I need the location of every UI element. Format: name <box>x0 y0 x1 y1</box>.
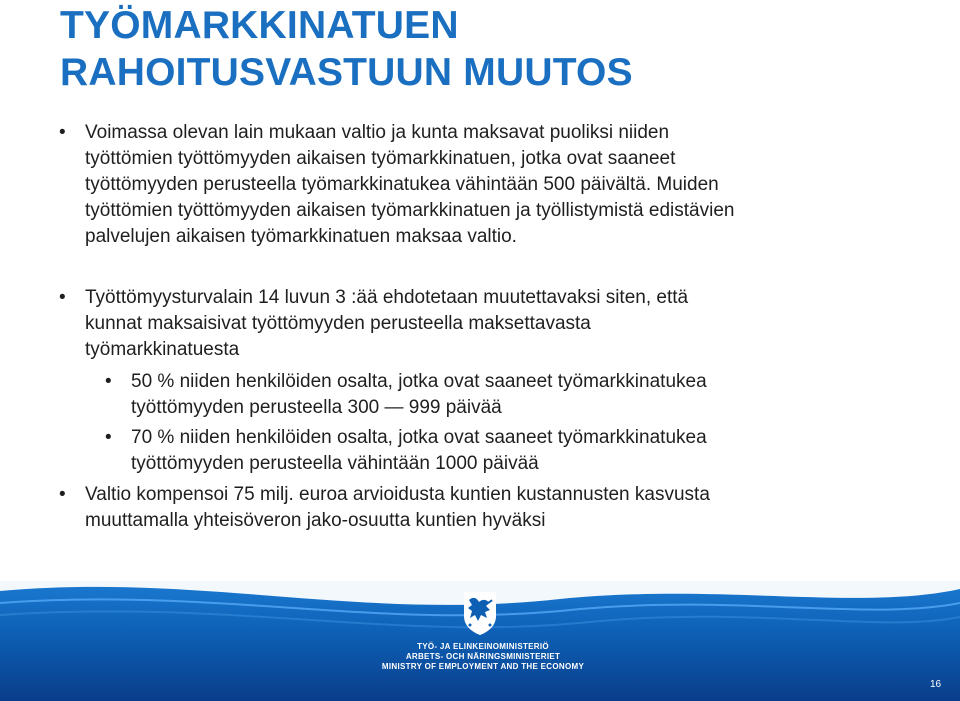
bullet-text-line: 70 % niiden henkilöiden osalta, jotka ovat saaneet työmarkkinatukea <box>131 427 707 448</box>
slide-title-line-2: RAHOITUSVASTUUN MUUTOS <box>60 51 633 94</box>
bullet-text-line: työmarkkinatuesta <box>85 339 240 360</box>
bullet-dot-icon: • <box>105 427 112 448</box>
bullet-dot-icon: • <box>105 371 112 392</box>
bullet-text-line: työttömyyden perusteella vähintään 1000 päivää <box>131 453 539 474</box>
sub-bullet-item <box>105 369 707 421</box>
bullet-text-line: palvelujen aikaisen työmarkkinatuen maksaa valtio. <box>85 226 517 247</box>
finnish-lion-crest-icon <box>460 588 500 636</box>
bullet-text-line: työttömien työttömyyden aikaisen työmarkkinatuen, jotka ovat saaneet <box>85 148 676 169</box>
ministry-name-swedish: ARBETS- OCH NÄRINGSMINISTERIET <box>405 652 561 661</box>
slide-title <box>60 2 633 96</box>
bullet-text-line: muuttamalla yhteisöveron jako-osuutta kuntien hyväksi <box>85 510 546 531</box>
bullet-text-line: työttömien työttömyyden aikaisen työmarkkinatuen ja työllistymistä edistävien <box>85 200 735 221</box>
bullet-text-line: työttömyyden perusteella 300 — 999 päivää <box>131 397 502 418</box>
sub-bullet-item <box>105 425 707 477</box>
page-number: 16 <box>930 679 942 690</box>
bullet-item <box>59 285 689 363</box>
bullet-text-line: 50 % niiden henkilöiden osalta, jotka ovat saaneet työmarkkinatukea <box>131 371 707 392</box>
ministry-name-finnish: TYÖ- JA ELINKEINOMINISTERIÖ <box>417 642 549 651</box>
bullet-text-line: Valtio kompensoi 75 milj. euroa arvioidusta kuntien kustannusten kasvusta <box>85 484 710 505</box>
bullet-item <box>59 482 710 534</box>
bullet-dot-icon: • <box>59 122 66 143</box>
bullet-dot-icon: • <box>59 287 66 308</box>
bullet-item <box>59 120 735 250</box>
bullet-text-line: kunnat maksaisivat työttömyyden perusteella maksettavasta <box>85 313 591 334</box>
ministry-name <box>378 642 588 672</box>
slide-title-line-1: TYÖMARKKINATUEN <box>60 4 459 47</box>
bullet-text-line: työttömyyden perusteella työmarkkinatukea vähintään 500 päivältä. Muiden <box>85 174 719 195</box>
bullet-text-line: Työttömyysturvalain 14 luvun 3 :ää ehdotetaan muutettavaksi siten, että <box>85 287 689 308</box>
bullet-text-line: Voimassa olevan lain mukaan valtio ja kunta maksavat puoliksi niiden <box>85 122 670 143</box>
ministry-name-english: MINISTRY OF EMPLOYMENT AND THE ECONOMY <box>381 662 585 671</box>
bullet-dot-icon: • <box>59 484 66 505</box>
footer-banner <box>0 581 960 701</box>
